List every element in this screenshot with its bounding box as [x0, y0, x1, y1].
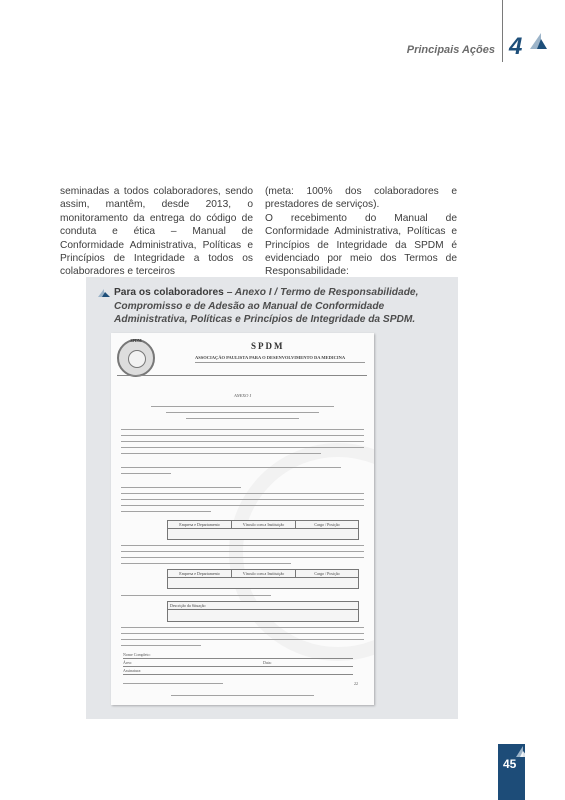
sig-line — [123, 666, 353, 667]
table-header-cell: Empresa e Departamento — [179, 571, 220, 576]
sig-name-label: Nome Completo: — [123, 652, 151, 657]
situation-table — [167, 601, 359, 622]
text-line — [121, 429, 364, 430]
text-line — [121, 467, 341, 468]
text-line — [121, 441, 364, 442]
document-image — [111, 333, 374, 705]
page-number: 45 — [503, 757, 517, 771]
header-divider — [502, 0, 503, 62]
table-header-cell: Cargo / Posição — [314, 571, 340, 576]
table-header-cell: Cargo / Posição — [314, 522, 340, 527]
table-header-cell: Empresa e Departamento — [179, 522, 220, 527]
text-line — [121, 557, 364, 558]
text-line — [121, 639, 364, 640]
bullet-triangle-icon — [97, 288, 111, 298]
text-line — [121, 563, 291, 564]
text-line — [121, 505, 364, 506]
doc-footer-line — [123, 683, 223, 684]
text-line — [121, 545, 364, 546]
caption-bold: Para os colaboradores — [114, 287, 224, 298]
section-title: Principais Ações — [406, 44, 495, 56]
text-line — [121, 551, 364, 552]
table-header-cell: Descrição da Situação — [170, 603, 206, 608]
text-line — [121, 473, 171, 474]
seal-inner — [128, 350, 146, 368]
text-line — [121, 453, 321, 454]
table-header-cell: Vínculo com a Instituição — [242, 522, 285, 527]
relationship-table-2 — [167, 569, 359, 589]
text-line — [121, 435, 364, 436]
chapter-triangle-icon — [528, 32, 548, 50]
figure-caption — [114, 286, 450, 327]
text-line — [121, 595, 271, 596]
seal-logo — [117, 339, 155, 377]
body-column-right — [265, 185, 457, 279]
sig-signature-label: Assinatura: — [123, 668, 142, 673]
caption-rest: – Anexo I / Termo de Responsabilidade, Compromisso e de Adesão ao Manual de Conformidade Administrativa, Políticas e Princípios de Integridade da SPDM. — [114, 287, 419, 326]
relationship-table-1 — [167, 520, 359, 540]
doc-footer-address — [171, 695, 314, 696]
body-paragraph: O recebimento do Manual de Conformidade Administrativa, Políticas e Princípios de Integridade da SPDM é evidenciado por meio dos Termos de Responsabilidade: — [265, 212, 457, 278]
sig-date-label: Data: — [263, 660, 272, 665]
org-full-name: ASSOCIAÇÃO PAULISTA PARA O DESENVOLVIMENTO DA MEDICINA — [195, 355, 346, 360]
org-short-name: SPDM — [251, 341, 285, 351]
text-line — [121, 633, 364, 634]
doc-page-ref: 22 — [354, 681, 358, 686]
org-address-line — [195, 362, 365, 363]
seal-label: SPDM — [130, 338, 142, 343]
text-line — [121, 493, 364, 494]
table-header-cell: Vínculo com a Instituição — [242, 571, 285, 576]
body-paragraph: seminadas a todos colaboradores, sendo assim, mantêm, desde 2013, o monitoramento da entrega do código de conduta e ética – Manual de Conformidade Administrativa, Políticas e Princípios de Integridade a todos os colaboradores e terceiros — [60, 186, 253, 278]
doc-title-line — [151, 406, 334, 407]
chapter-number: 4 — [509, 33, 523, 60]
text-line — [121, 511, 211, 512]
sig-line — [123, 674, 353, 675]
text-line — [121, 499, 364, 500]
doc-title-line — [186, 418, 299, 419]
text-line — [121, 487, 241, 488]
doc-title-line — [166, 412, 319, 413]
text-line — [121, 645, 201, 646]
sig-area-label: Área: — [123, 660, 132, 665]
text-line — [121, 627, 364, 628]
letterhead-rule — [117, 375, 367, 376]
body-column-left — [60, 185, 253, 279]
text-line — [121, 447, 364, 448]
page-triangle-icon — [515, 744, 529, 758]
annex-title: ANEXO I — [233, 393, 252, 398]
body-paragraph: (meta: 100% dos colaboradores e prestadores de serviços). — [265, 186, 457, 211]
sig-line — [123, 658, 353, 659]
